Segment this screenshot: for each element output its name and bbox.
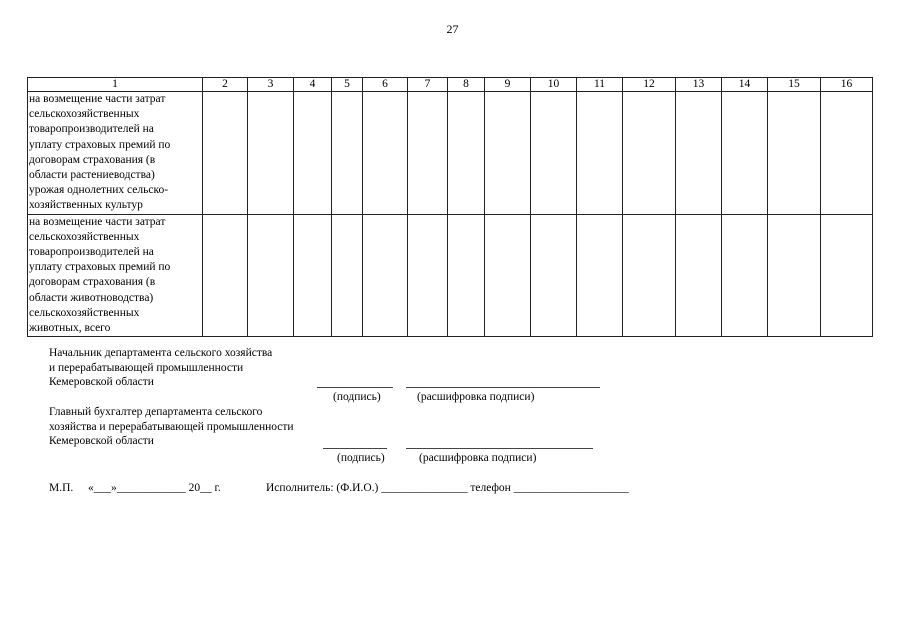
row-description-line: уплату страховых премий по (29, 261, 171, 274)
column-number: 15 (768, 78, 821, 92)
table-cell[interactable] (248, 92, 294, 215)
table-cell[interactable] (332, 92, 363, 215)
row-description-line: договорам страхования (в (29, 276, 156, 289)
table-row (28, 214, 873, 337)
table-cell[interactable] (531, 214, 577, 337)
accountant-title-line: Главный бухгалтер департамента сельского (49, 406, 263, 418)
row-description-line: сельскохозяйственных (29, 108, 140, 121)
head-title (49, 346, 272, 390)
table-cell[interactable] (485, 214, 531, 337)
table-cell[interactable] (448, 214, 485, 337)
column-number: 8 (448, 78, 485, 92)
page-number: 27 (446, 22, 459, 36)
stamp-place: М.П. (49, 482, 74, 494)
head-title-line: и перерабатывающей промышленности (49, 361, 244, 374)
table-cell[interactable] (577, 92, 623, 215)
date-field[interactable]: «___»____________ 20__ г. (88, 482, 221, 494)
table-cell[interactable] (531, 92, 577, 215)
table-cell[interactable] (485, 92, 531, 215)
table-cell[interactable] (294, 92, 332, 215)
table-cell[interactable] (408, 214, 448, 337)
table-cell[interactable] (248, 214, 294, 337)
table-cell[interactable] (623, 214, 676, 337)
table-cell[interactable] (821, 92, 873, 215)
table-cell[interactable] (768, 92, 821, 215)
table-cell[interactable] (821, 214, 873, 337)
row-description-line: области животноводства) (29, 291, 154, 304)
column-number: 13 (676, 78, 722, 92)
report-table (27, 77, 873, 337)
row-description (28, 92, 203, 215)
accountant-title-line: хозяйства и перерабатывающей промышленности (49, 420, 294, 433)
table-cell[interactable] (448, 92, 485, 215)
head-signature-caption: (подпись) (333, 391, 381, 403)
accountant-title (49, 405, 294, 449)
table-cell[interactable] (363, 214, 408, 337)
accountant-decoding-line[interactable] (406, 448, 593, 449)
table-cell[interactable] (294, 214, 332, 337)
row-description (28, 214, 203, 337)
column-number: 14 (722, 78, 768, 92)
column-number: 6 (363, 78, 408, 92)
head-title-line: Начальник департамента сельского хозяйства (49, 347, 273, 359)
row-description-line: уплату страховых премий по (29, 138, 171, 151)
table-cell[interactable] (676, 214, 722, 337)
row-description-line: товаропроизводителей на (29, 246, 154, 259)
column-number: 7 (408, 78, 448, 92)
column-number: 3 (248, 78, 294, 92)
row-description-line: на возмещение части затрат (29, 93, 166, 105)
row-description-line: товаропроизводителей на (29, 123, 154, 136)
row-description-line: сельскохозяйственных (29, 230, 140, 243)
accountant-signature-caption: (подпись) (337, 452, 385, 464)
table-cell[interactable] (722, 214, 768, 337)
column-number: 5 (332, 78, 363, 92)
table-header-row (28, 78, 873, 92)
head-signature-line[interactable] (317, 387, 393, 388)
column-number: 9 (485, 78, 531, 92)
head-decoding-caption: (расшифровка подписи) (417, 391, 535, 403)
table-cell[interactable] (363, 92, 408, 215)
head-decoding-line[interactable] (406, 387, 600, 388)
table-cell[interactable] (768, 214, 821, 337)
table-cell[interactable] (676, 92, 722, 215)
table-row (28, 92, 873, 215)
column-number: 10 (531, 78, 577, 92)
executor-field[interactable]: Исполнитель: (Ф.И.О.) _______________ телефон ____________________ (266, 482, 629, 494)
table-cell[interactable] (408, 92, 448, 215)
table-cell[interactable] (623, 92, 676, 215)
column-number: 1 (28, 78, 203, 92)
column-number: 11 (577, 78, 623, 92)
table-cell[interactable] (332, 214, 363, 337)
table-cell[interactable] (722, 92, 768, 215)
table-cell[interactable] (203, 92, 248, 215)
row-description-line: области растениеводства) (29, 169, 155, 182)
row-description-line: животных, всего (29, 322, 111, 335)
row-description-line: сельскохозяйственных (29, 306, 140, 319)
table-cell[interactable] (577, 214, 623, 337)
head-title-line: Кемеровской области (49, 376, 154, 388)
row-description-line: хозяйственных культур (29, 199, 143, 212)
column-number: 16 (821, 78, 873, 92)
column-number: 2 (203, 78, 248, 92)
row-description-line: урожая однолетних сельско- (29, 184, 169, 197)
accountant-signature-line[interactable] (323, 448, 387, 449)
row-description-line: на возмещение части затрат (29, 215, 166, 228)
column-number: 4 (294, 78, 332, 92)
column-number: 12 (623, 78, 676, 92)
accountant-decoding-caption: (расшифровка подписи) (419, 452, 537, 464)
accountant-title-line: Кемеровской области (49, 435, 154, 447)
row-description-line: договорам страхования (в (29, 153, 156, 166)
table-cell[interactable] (203, 214, 248, 337)
